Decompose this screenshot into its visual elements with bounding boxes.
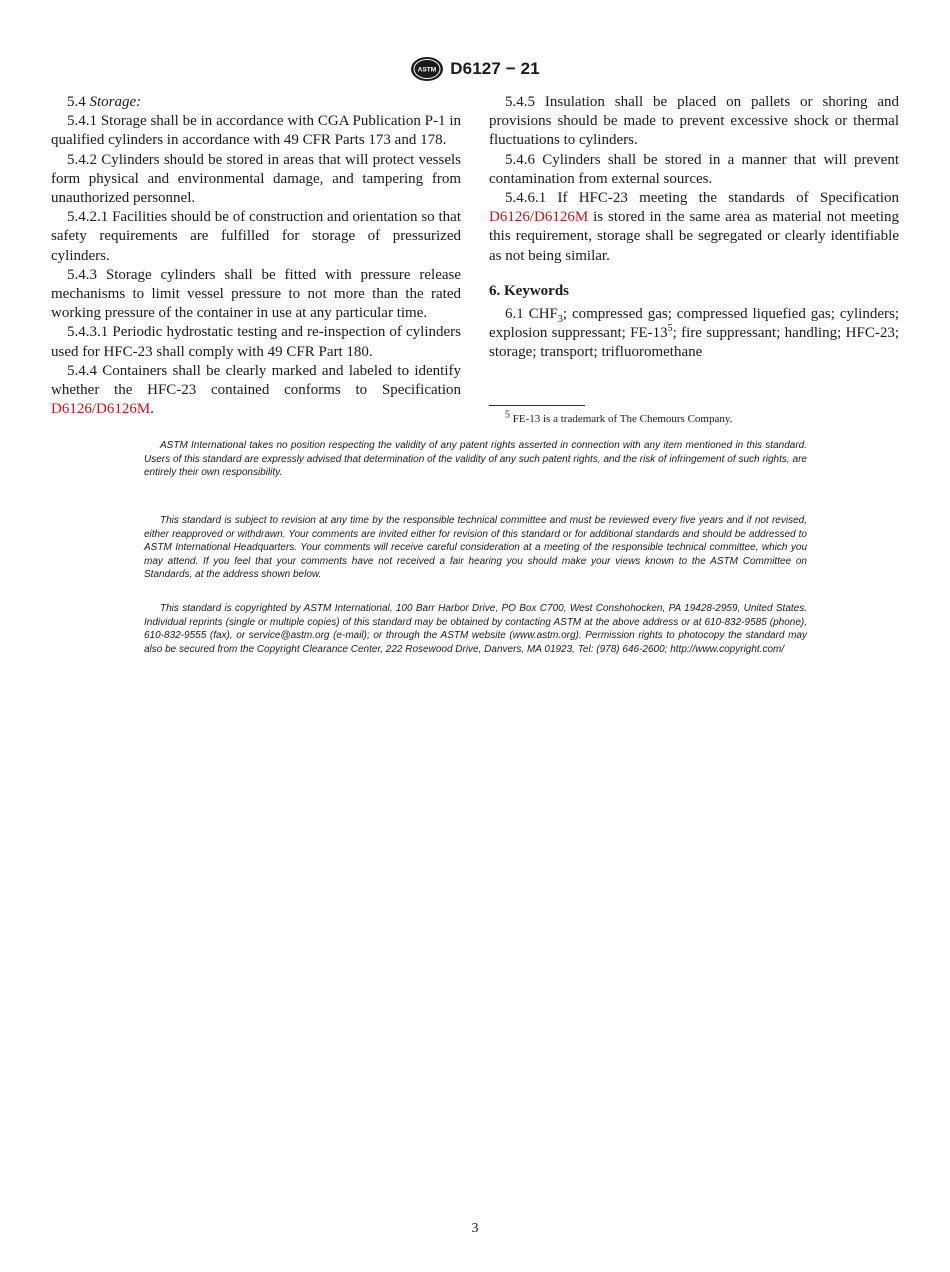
clause-5-4-2-1 — [51, 208, 461, 266]
clause-number: 5.4.6 — [505, 151, 535, 168]
spec-link-d6126[interactable]: D6126/D6126M — [489, 209, 589, 226]
clause-5-4-1 — [51, 112, 461, 150]
clause-number: 5.4.4 — [67, 362, 97, 379]
clause-title: Storage: — [89, 94, 142, 110]
revision-notice: This standard is subject to revision at any time by the responsible technical committee and must be reviewed every five years and if not revised, either reapproved or withdrawn. Your comments are invited either for revision of this standard or for additional standards and should be addressed to ASTM International Headquarters. Your comments will receive careful consideration at a meeting of the responsible technical committee, which you may attend. If you feel that your comments have not received a fair hearing you should make your views known to the ASTM Committee on Standards, at the address shown below. — [144, 515, 807, 581]
spec-link-d6126[interactable]: D6126/D6126M — [51, 401, 151, 418]
clause-5-4-2 — [51, 151, 461, 209]
clause-number: 5.4.5 — [505, 94, 535, 110]
clause-text-end: is stored in the same area as material not meeting this requirement, storage shall be segregated or clearly identifiable as not being similar. — [489, 209, 899, 264]
copyright-notice: This standard is copyrighted by ASTM International, 100 Barr Harbor Drive, PO Box C700, West Conshohocken, PA 19428-2959, United States. Individual reprints (single or multiple copies) of this standard may be obtained by contacting ASTM at the above address or at 610-832-9585 (phone), 610-832-9555 (fax), or service@astm.org (e-mail); or through the ASTM website (www.astm.org). Permission rights to photocopy the standard may also be secured from the Copyright Clearance Center, 222 Rosewood Drive, Danvers, MA 01923, Tel: (978) 646-2600; http://www.copyright.com/ — [144, 603, 807, 655]
clause-number: 5.4.1 — [67, 113, 97, 130]
footnote-divider — [489, 405, 585, 406]
clause-5-4-3 — [51, 266, 461, 324]
clause-text: Storage shall be in accordance with CGA Publication P-1 in qualified cylinders in accordance with 49 CFR Parts 173 and 178. — [51, 113, 461, 149]
clause-number: 5.4.6.1 — [505, 190, 547, 207]
clause-5-4-6 — [489, 151, 899, 189]
clause-number: 5.4.2 — [67, 151, 97, 168]
logo-text: ASTM — [418, 66, 437, 74]
formula-subscript: 3 — [557, 314, 563, 326]
clause-text: Facilities should be of construction and orientation so that safety requirements are fulfilled for storage of pressurized cylinders. — [51, 209, 461, 264]
right-column — [489, 93, 899, 426]
patent-notice: ASTM International takes no position respecting the validity of any patent rights asserted in connection with any item mentioned in this standard. Users of this standard are expressly advised that determination of the validity of any such patent rights, and the risk of infringement of such rights, are entirely their own responsibility. — [144, 440, 807, 479]
page-number: 3 — [471, 1221, 479, 1236]
clause-text: If HFC-23 meeting the standards of Specification — [557, 190, 899, 207]
astm-logo-icon — [410, 56, 444, 82]
footnote-text: FE-13 is a trademark of The Chemours Company. — [512, 412, 733, 425]
clause-text: Cylinders should be stored in areas that will protect vessels form physical and environmental damage, and tampering from unauthorized personnel. — [51, 151, 462, 207]
footnote-marker: 5 — [505, 408, 510, 420]
clause-text: Cylinders shall be stored in a manner that will prevent contamination from external sources. — [489, 151, 900, 187]
clause-number: 5.4.3 — [67, 266, 97, 283]
clause-text: Containers shall be clearly marked and labeled to identify whether the HFC-23 contained conforms to Specification — [51, 362, 462, 399]
keywords-text-end: ; fire suppressant; handling; HFC-23; storage; transport; trifluoromethane — [489, 325, 899, 361]
footnote-5 — [489, 408, 899, 426]
page-header — [0, 56, 950, 82]
document-designation: D6127 − 21 — [450, 59, 540, 78]
clause-6-1 — [489, 305, 899, 363]
clause-5-4-6-1 — [489, 189, 899, 266]
clause-text: Storage cylinders shall be fitted with pressure release mechanisms to limit vessel pressure to not more than the rated working pressure of the container in use at any particular time. — [51, 266, 462, 322]
clause-5-4-4 — [51, 362, 461, 420]
clause-number: 5.4 — [67, 94, 86, 110]
section-heading-keywords: 6. Keywords — [489, 282, 569, 299]
chemical-formula: CHF — [528, 306, 558, 323]
clause-number: 5.4.3.1 — [67, 324, 109, 341]
clause-5-4-3-1 — [51, 323, 461, 361]
clause-text: Periodic hydrostatic testing and re-inspection of cylinders used for HFC-23 shall comply with 49 CFR Part 180. — [51, 324, 462, 360]
clause-text: Insulation shall be placed on pallets or shoring and provisions should be made to prevent excessive shock or thermal fluctuations to cylinders. — [489, 94, 900, 149]
clause-5-4-5 — [489, 93, 899, 151]
clause-5-4 — [51, 93, 461, 112]
keywords-text: ; compressed gas; compressed liquefied gas; cylinders; explosion suppressant; FE-13 — [489, 306, 900, 342]
clause-number: 6.1 — [505, 306, 524, 323]
clause-text-end: . — [150, 401, 154, 418]
footnote-reference[interactable]: 5 — [667, 323, 673, 335]
left-column — [51, 93, 461, 419]
clause-number: 5.4.2.1 — [67, 209, 109, 226]
